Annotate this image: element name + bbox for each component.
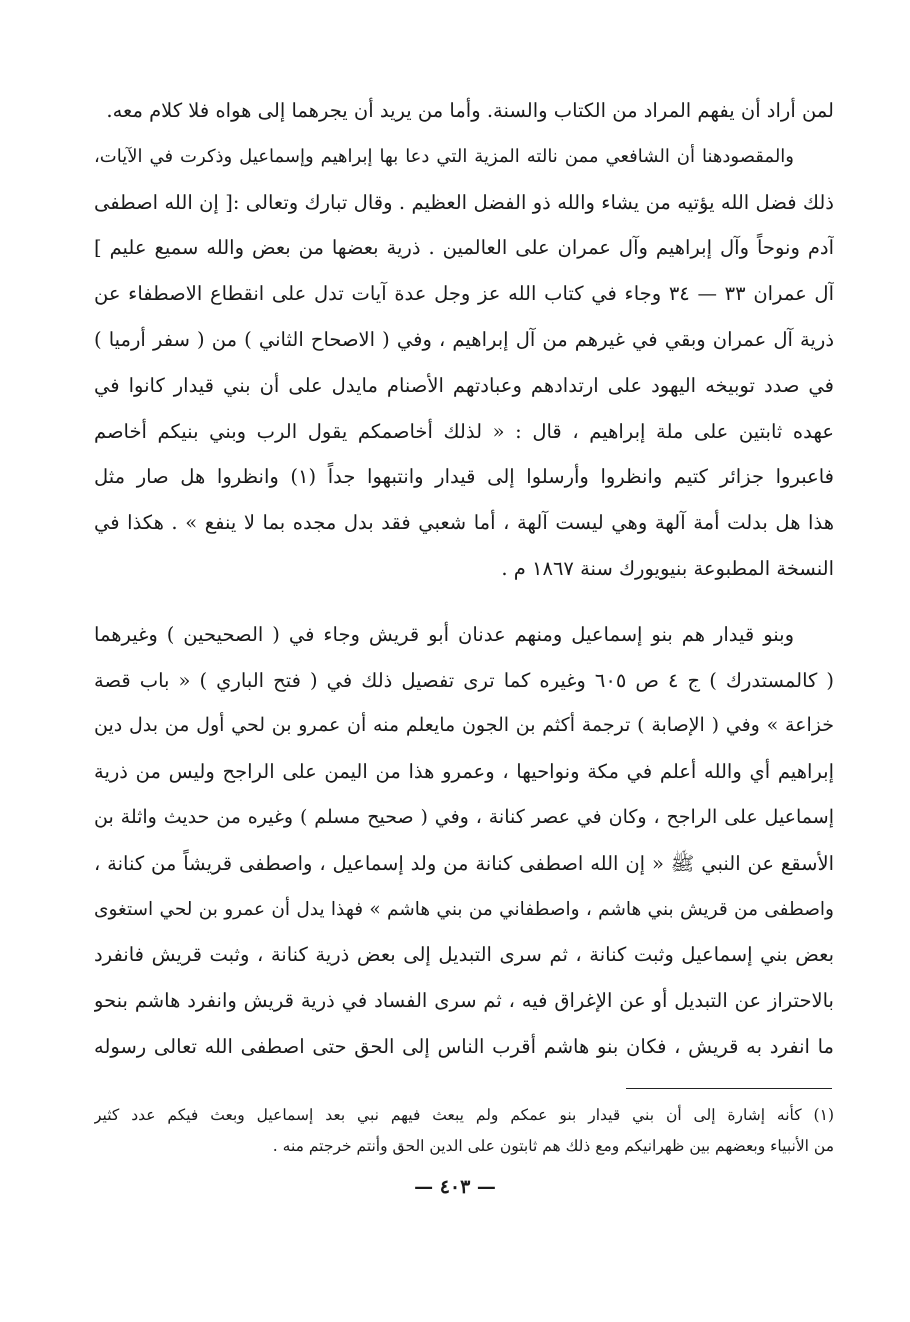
paragraph-2 (94, 134, 834, 592)
footnote-separator (626, 1088, 832, 1089)
text-line: إسماعيل على الراجح ، وكان في عصر كنانة ، وفي ( صحيح مسلم ) وغيره من حديث واثلة بن (94, 805, 834, 828)
text-line: النسخة المطبوعة بنيويورك سنة ١٨٦٧ م . (501, 556, 834, 580)
text-line: هذا هل بدلت أمة آلهة وهي ليست آلهة ، أما شعبي فقد بدل مجده بما لا ينفع » . هكذا في (94, 511, 834, 535)
paragraph-3 (94, 612, 834, 1070)
text-line: آل عمران ٣٣ — ٣٤ وجاء في كتاب الله عز وجل عدة آيات تدل على انقطاع الاصطفاء عن (94, 282, 834, 306)
text-line: ذرية آل عمران وبقي في غيرهم من آل إبراهيم ، وفي ( الاصحاح الثاني ) من ( سفر أرميا ) (94, 327, 834, 351)
text-line: عهده ثابتين على ملة إبراهيم ، قال : « لذلك أخاصمكم يقول الرب وبني بنيكم أخاصم (94, 419, 834, 443)
page-number: — ٤٠٣ — (414, 1176, 496, 1198)
paragraph-1 (94, 88, 834, 134)
text-line: الأسقع عن النبي ﷺ « إن الله اصطفى كنانة من ولد إسماعيل ، واصطفى قريشاً من كنانة ، (94, 851, 834, 875)
text-line: ما انفرد به قريش ، فكان بنو هاشم أقرب الناس إلى الحق حتى اصطفى الله تعالى رسوله (94, 1034, 834, 1058)
text-line: وبنو قيدار هم بنو إسماعيل ومنهم عدنان أبو قريش وجاء في ( الصحيحين ) وغيرهما (94, 622, 794, 646)
paragraph-spacer (94, 592, 834, 612)
text-line: خزاعة » وفي ( الإصابة ) ترجمة أكثم بن الجون مايعلم منه أن عمرو بن لحي أول من بدل دين (94, 714, 834, 737)
text-line: لمن أراد أن يفهم المراد من الكتاب والسنة. وأما من يريد أن يجرهما إلى هواه فلا كلام معه. (106, 99, 834, 122)
text-line: ( كالمستدرك ) ج ٤ ص ٦٠٥ وغيره كما ترى تفصيل ذلك في ( فتح الباري ) « باب قصة (94, 668, 834, 692)
main-text (94, 88, 834, 1070)
text-line: إبراهيم أي والله أعلم في مكة ونواحيها ، وعمرو هذا من اليمن على الراجح وليس من ذرية (94, 760, 834, 784)
text-line: بالاحتراز عن التبديل أو عن الإغراق فيه ، ثم سرى الفساد في ذرية قريش وانفرد هاشم بنحو (94, 989, 834, 1013)
text-line: فاعبروا جزائر كتيم وانظروا وأرسلوا إلى قيدار وانتبهوا جداً (١) وانظروا هل صار مثل (94, 465, 834, 489)
footnote-line: (١) كأنه إشارة إلى أن بني قيدار بنو عمكم ولم يبعث فيهم نبي بعد إسماعيل وبعث فيكم عدد كثير (94, 1106, 834, 1124)
footnotes (94, 1100, 834, 1162)
text-line: والمقصودهنا أن الشافعي ممن نالته المزية التي دعا بها إبراهيم وإسماعيل وذكرت في الآيات، (94, 145, 794, 167)
footnote-line: من الأنبياء وبعضهم بين ظهرانيكم ومع ذلك هم ثابتون على الدين الحق وأنتم خرجتم منه . (272, 1137, 834, 1155)
text-line: واصطفى من قريش بني هاشم ، واصطفاني من بني هاشم » فهذا يدل أن عمرو بن لحي استغوى (94, 898, 834, 920)
text-line: ذلك فضل الله يؤتيه من يشاء والله ذو الفضل العظيم . وقال تبارك وتعالى :[ إن الله اصطفى (94, 190, 834, 214)
quran-verse-line: آدم ونوحاً وآل إبراهيم وآل عمران على العالمين . ذرية بعضها من بعض والله سميع عليم ] (94, 236, 834, 260)
text-line: في صدد توبيخه اليهود على ارتدادهم وعبادتهم الأصنام مايدل على أن بني قيدار كانوا في (94, 373, 834, 397)
text-line: بعض بني إسماعيل وثبت كنانة ، ثم سرى التبديل إلى بعض ذرية كنانة ، وثبت قريش فانفرد (94, 943, 834, 967)
